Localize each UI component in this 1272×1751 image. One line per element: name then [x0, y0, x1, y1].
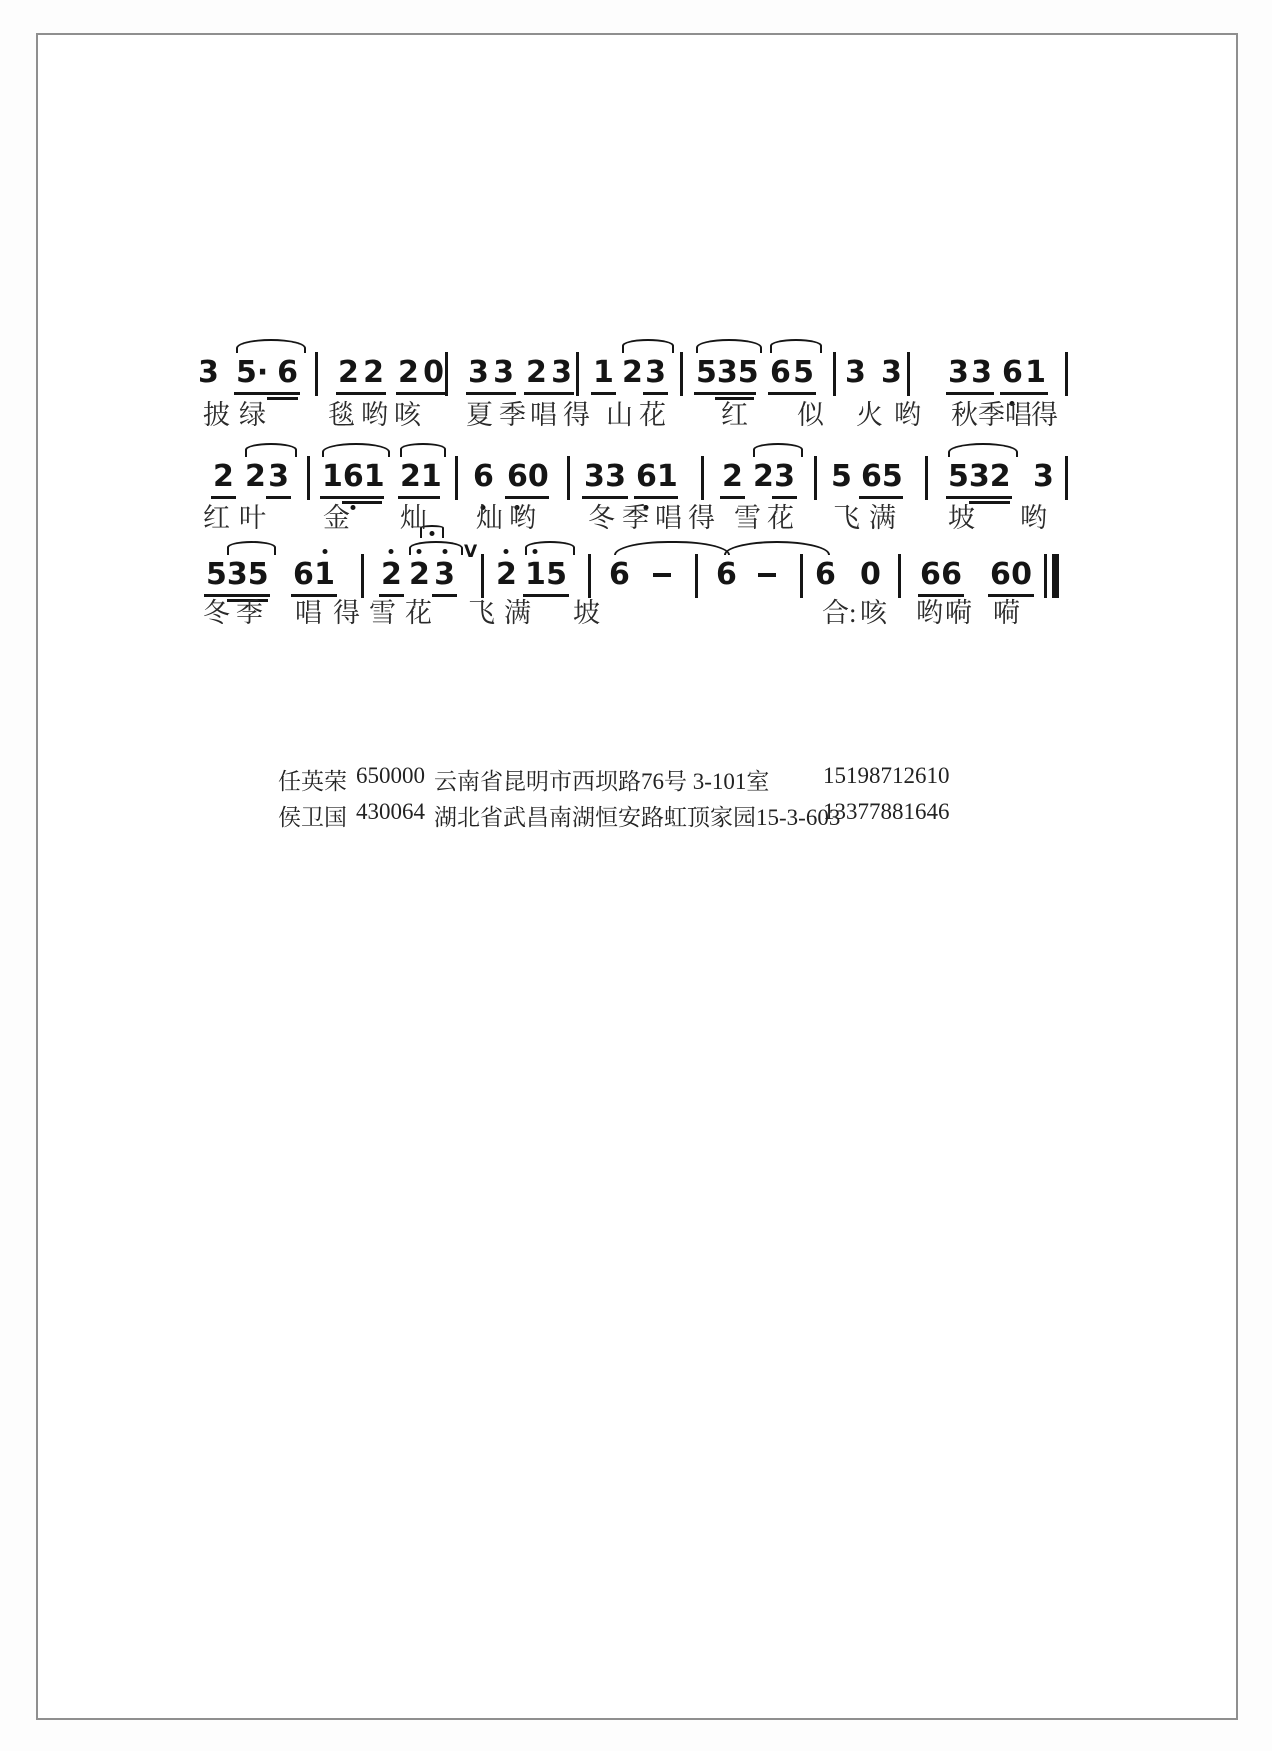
- duration-dash: [653, 573, 671, 577]
- barline: [588, 554, 591, 598]
- slur-arc: [770, 339, 822, 353]
- contact-address: 云南省昆明市西坝路76号 3-101室: [434, 769, 770, 794]
- note: 6: [990, 557, 1011, 592]
- lyric-char: 红: [721, 400, 748, 430]
- beam-underline: [505, 496, 549, 499]
- beam-group: [338, 356, 384, 390]
- note: 5: [546, 557, 567, 592]
- barline: [1065, 352, 1068, 396]
- note: 2: [363, 355, 384, 390]
- lyric-char: 唱: [530, 400, 557, 430]
- contact-phone: 13377881646: [823, 799, 950, 824]
- beam-underline: [320, 496, 384, 499]
- beam-underline: [946, 496, 1012, 499]
- beam-underline: [946, 392, 994, 395]
- note: 1: [314, 558, 335, 592]
- barline: [481, 554, 484, 598]
- slur-arc: [948, 443, 1018, 457]
- slur-arc: [400, 443, 446, 457]
- slur-arc: [622, 339, 674, 353]
- note: 3: [468, 355, 489, 390]
- barline: [576, 352, 579, 396]
- beam-group: [507, 460, 547, 494]
- lyric-char: 雪: [369, 598, 396, 628]
- slur-arc: [525, 541, 575, 555]
- octave-dot-high: [504, 549, 509, 554]
- lyric-char: 坡: [573, 598, 600, 628]
- note: 2: [213, 459, 234, 494]
- beam-underline: [859, 496, 903, 499]
- note: 6: [815, 557, 836, 592]
- note: 5: [206, 557, 227, 592]
- lyric-char: 绿: [239, 400, 266, 430]
- note: 6: [1002, 356, 1023, 390]
- lyric-char: 夏: [466, 400, 493, 430]
- note: 5: [948, 459, 969, 494]
- lyric-char: 山: [606, 400, 633, 430]
- beam-underline: [1000, 392, 1048, 395]
- note: 5: [696, 355, 717, 390]
- beam-underline: [634, 496, 678, 499]
- octave-dot-low: [351, 505, 356, 510]
- lyric-char: 冬: [588, 503, 615, 533]
- barline: [1065, 456, 1068, 500]
- lyric-char: 哟: [894, 400, 921, 430]
- barline: [445, 352, 448, 396]
- barline: [307, 456, 310, 500]
- note: 2: [245, 459, 266, 494]
- note: 0: [1011, 557, 1032, 592]
- note: 5: [247, 557, 269, 592]
- note: 5: [881, 459, 903, 494]
- slur-arc: [236, 339, 306, 353]
- barline: [701, 456, 704, 500]
- duration-dash: [758, 573, 776, 577]
- note: 2: [753, 459, 774, 494]
- beam-group: [584, 460, 626, 494]
- note: 0: [527, 459, 549, 494]
- note: 2: [381, 558, 402, 592]
- contact-zipcode: 650000: [356, 763, 425, 788]
- beam-group: [398, 356, 444, 390]
- note: 3: [971, 355, 992, 390]
- barline: [361, 554, 364, 598]
- octave-dot-high: [322, 549, 327, 554]
- note: 6: [507, 460, 528, 494]
- note: 2: [496, 558, 517, 592]
- note: 6: [861, 459, 882, 494]
- note: 3: [584, 459, 605, 494]
- beam-underline: [234, 392, 300, 395]
- contact-name: 侯卫国: [278, 805, 347, 830]
- note: 3: [716, 355, 738, 390]
- note: 3: [845, 355, 866, 390]
- lyric-char: 唱: [295, 598, 322, 628]
- barline: [695, 554, 698, 598]
- lyric-char: 飞: [833, 503, 860, 533]
- note: 6: [293, 557, 314, 592]
- lyric-char: 飞: [468, 598, 495, 628]
- note: 1: [322, 459, 343, 494]
- contact-phone: 15198712610: [823, 763, 950, 788]
- note: 3: [268, 459, 289, 494]
- lyric-char: 得: [1031, 400, 1058, 430]
- beam-group: [753, 460, 795, 494]
- contact-address: 湖北省武昌南湖恒安路虹顶家园15-3-603: [434, 805, 841, 830]
- contact-row: [0, 799, 1272, 829]
- beam-group: [293, 558, 335, 592]
- barline: [925, 456, 928, 500]
- note: 3: [968, 459, 990, 494]
- note: 6: [716, 557, 737, 592]
- note: 3: [198, 355, 219, 390]
- note: 2: [398, 355, 419, 390]
- note: 3: [774, 459, 795, 494]
- slur-arc: [322, 443, 390, 457]
- lyric-char: 季: [978, 400, 1005, 430]
- lyric-char: 满: [504, 598, 531, 628]
- note: 6: [941, 557, 962, 592]
- note: 2: [722, 459, 743, 494]
- beam-group: [400, 459, 442, 494]
- beam-group: [990, 558, 1032, 592]
- beam-underline: [988, 594, 1034, 597]
- note: 3: [1033, 459, 1054, 494]
- beam-group: [861, 460, 901, 494]
- note: 5·: [236, 355, 269, 390]
- note: 5: [737, 355, 759, 390]
- slur-arc: [245, 443, 297, 457]
- lyric-char: 咳: [394, 400, 421, 430]
- note: 3: [226, 557, 248, 592]
- octave-dot-high: [389, 549, 394, 554]
- lyric-char: 唱: [655, 503, 682, 533]
- lyric-char: 得: [333, 598, 360, 628]
- contact-row: [0, 763, 1272, 793]
- lyric-char: 季: [499, 400, 526, 430]
- beam-underline: [291, 594, 337, 597]
- note: 2: [989, 459, 1011, 494]
- barline: [907, 352, 910, 396]
- beam-group: [236, 356, 298, 390]
- beam-underline: [918, 594, 964, 597]
- note: 2: [409, 558, 430, 592]
- lyric-char: 冬: [203, 598, 230, 628]
- note: 3: [551, 355, 572, 390]
- beam-underline: [523, 594, 569, 597]
- note: 6: [636, 460, 657, 494]
- note: 3: [948, 355, 969, 390]
- contact-zipcode: 430064: [356, 799, 425, 824]
- note: 1: [420, 459, 442, 494]
- beam-group: [622, 356, 666, 390]
- note: 6: [473, 460, 494, 494]
- lyric-char: 红: [203, 503, 230, 533]
- lyric-char: 金: [323, 503, 350, 533]
- beam-underline: [204, 594, 270, 597]
- barline: [315, 352, 318, 396]
- beam-group: [636, 460, 676, 494]
- lyric-char: 灿: [400, 503, 427, 533]
- note: 3: [881, 355, 902, 390]
- slur-arc: [696, 339, 762, 353]
- note: 6: [277, 355, 298, 390]
- lyric-char: 咳: [860, 598, 887, 628]
- barline: [814, 456, 817, 500]
- lyric-char: 秋: [951, 400, 978, 430]
- lyric-char: 毯: [328, 400, 355, 430]
- beam-group: [920, 558, 962, 592]
- lyric-char: 嗬: [945, 598, 972, 628]
- note: 2: [338, 355, 359, 390]
- beam-underline: [466, 392, 516, 395]
- barline: [680, 352, 683, 396]
- beam-underline: [768, 392, 816, 395]
- beam-group: [948, 460, 1010, 494]
- lyric-char: 唱: [1005, 400, 1032, 430]
- note: 1: [525, 558, 546, 592]
- note: 2: [526, 355, 547, 390]
- note: 6: [609, 557, 630, 592]
- beam-group: [1002, 356, 1046, 390]
- barline: [898, 554, 901, 598]
- note: 1: [363, 459, 385, 494]
- note: 1: [593, 355, 614, 390]
- lyric-char: 花: [405, 598, 432, 628]
- beam-group: [468, 356, 514, 390]
- contact-name: 任英荣: [278, 769, 347, 794]
- beam-underline: [336, 392, 386, 395]
- lyric-char: 季: [236, 598, 263, 628]
- slur-arc: [227, 541, 276, 555]
- lyric-char: 季: [622, 503, 649, 533]
- lyric-char: 花: [767, 503, 794, 533]
- note: 1: [656, 459, 678, 494]
- note: 3: [493, 355, 514, 390]
- barline: [800, 554, 803, 598]
- lyric-char: 满: [869, 503, 896, 533]
- barline: [455, 456, 458, 500]
- lyric-char: 得: [688, 503, 715, 533]
- lyric-char: 火: [856, 400, 883, 430]
- note: 6: [920, 557, 941, 592]
- lyric-char: 哟: [509, 503, 536, 533]
- beam-group: [206, 558, 268, 592]
- beam-group: [245, 460, 289, 494]
- lyric-char: 叶: [239, 503, 266, 533]
- lyric-char: 披: [203, 400, 230, 430]
- note: 3: [434, 558, 455, 592]
- beam-underline: [398, 496, 440, 499]
- note: 0: [860, 557, 881, 592]
- note: 2: [622, 355, 643, 390]
- breath-mark-icon: V: [464, 542, 478, 562]
- page-border-frame: [36, 33, 1238, 1720]
- beam-underline: [524, 392, 574, 395]
- beam-group: [696, 355, 759, 390]
- note: 5: [831, 459, 852, 494]
- beam-group: [525, 558, 567, 592]
- slur-arc: [753, 443, 803, 457]
- lyric-char: 哟: [361, 400, 388, 430]
- barline: [567, 456, 570, 500]
- beam-group: [526, 356, 572, 390]
- barline: [833, 352, 836, 396]
- beam-group: [409, 558, 455, 592]
- final-barline-thick: [1052, 554, 1059, 598]
- beam-underline-second: [267, 397, 298, 400]
- beam-underline: [396, 392, 446, 395]
- note: 5: [793, 355, 814, 390]
- slur-arc: [409, 541, 463, 555]
- note: 2: [400, 459, 421, 494]
- lyric-char: 坡: [948, 503, 975, 533]
- final-barline-thin: [1044, 554, 1047, 598]
- beam-underline: [582, 496, 628, 499]
- lyric-char: 得: [563, 400, 590, 430]
- lyric-char: 花: [639, 400, 666, 430]
- beam-group: [322, 459, 385, 494]
- note: 0: [423, 355, 444, 390]
- lyric-char: 雪: [734, 503, 761, 533]
- note: 1: [1025, 355, 1046, 390]
- lyric-char: 哟: [1020, 503, 1047, 533]
- lyric-char: 灿: [476, 503, 503, 533]
- note: 3: [645, 355, 666, 390]
- beam-underline: [694, 392, 756, 395]
- lyric-char: 似: [797, 400, 824, 430]
- lyric-char: 哟: [916, 598, 943, 628]
- note: 6: [770, 355, 791, 390]
- beam-group: [770, 356, 814, 390]
- note: 3: [605, 459, 626, 494]
- beam-group: [948, 356, 992, 390]
- lyric-char: 合:: [822, 598, 857, 628]
- lyric-char: 嗬: [993, 598, 1020, 628]
- note: 6: [343, 460, 364, 494]
